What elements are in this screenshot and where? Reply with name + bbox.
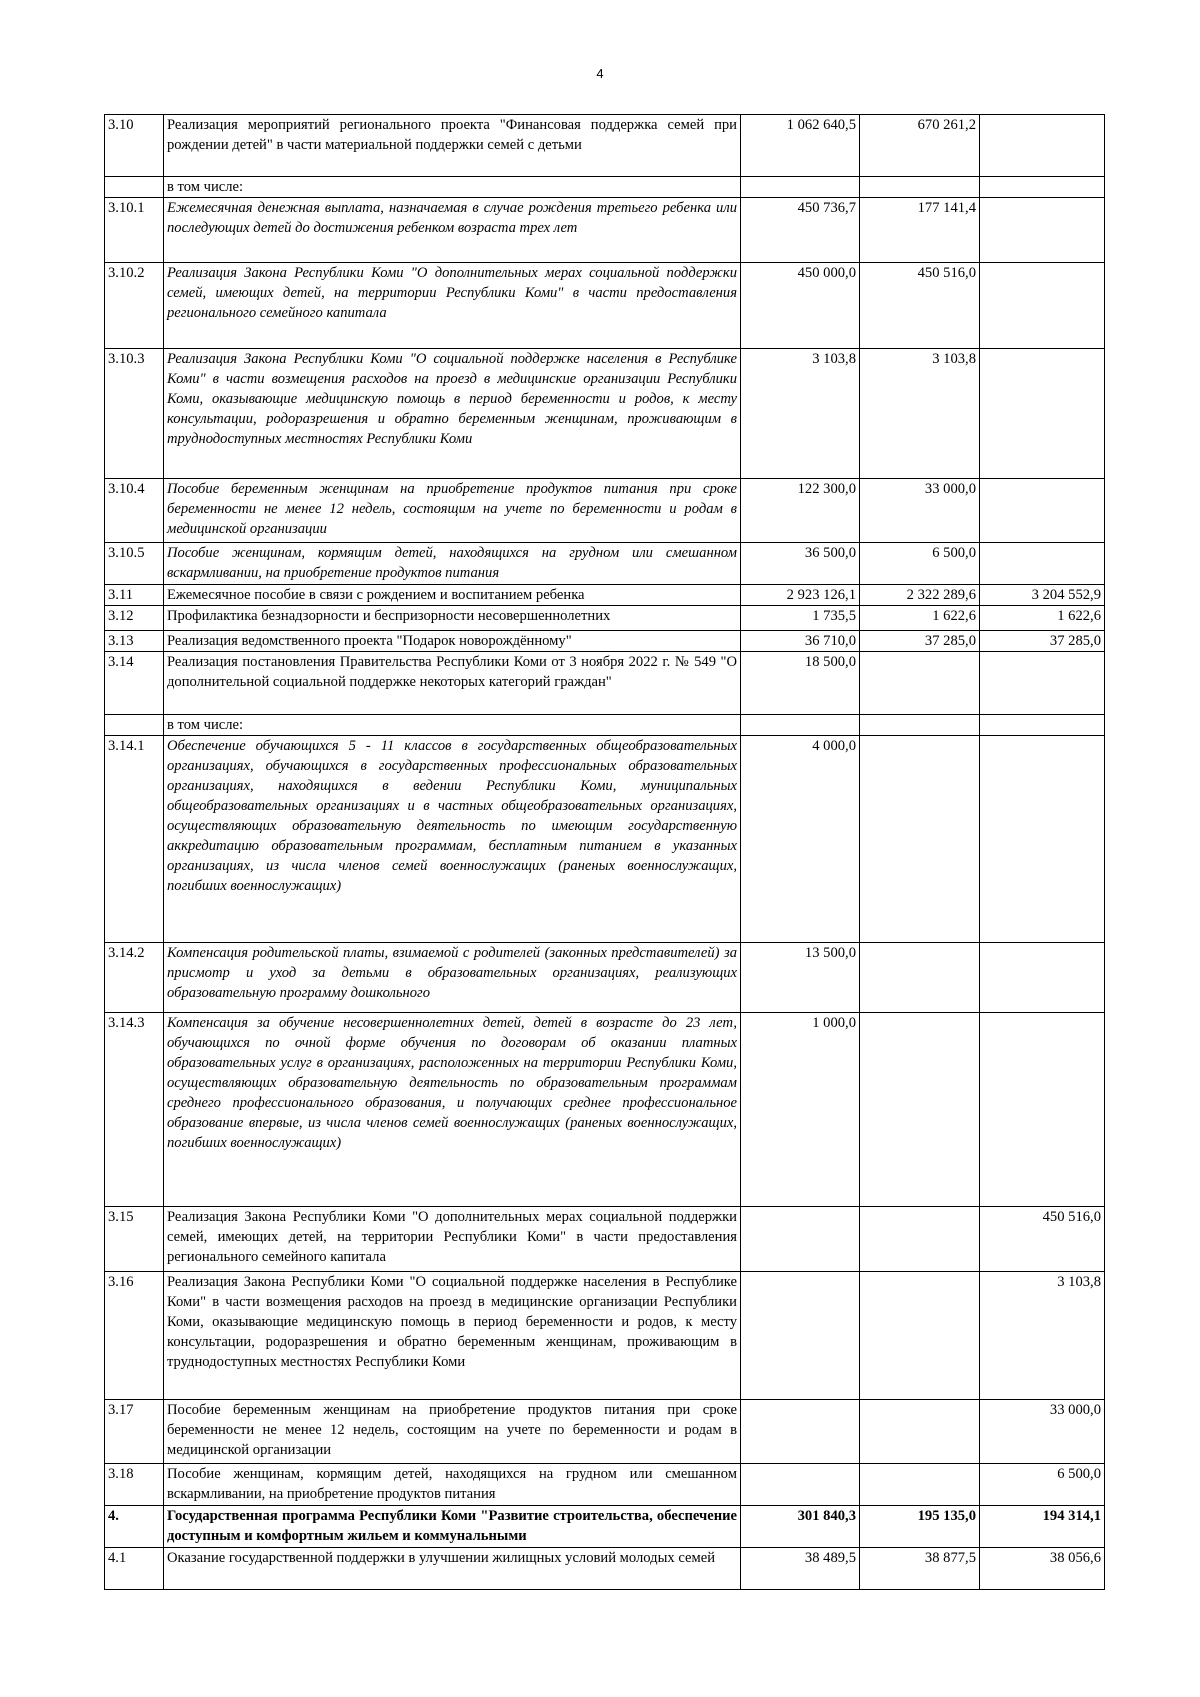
row-code xyxy=(105,715,164,736)
row-description: Профилактика безнадзорности и беспризорности несовершеннолетних xyxy=(164,606,741,631)
row-description: Реализация мероприятий регионального проекта "Финансовая поддержка семей при рождении детей" в части материальной поддержки семей с детьми xyxy=(164,115,741,177)
table-row xyxy=(105,479,1105,543)
row-code: 3.14.2 xyxy=(105,943,164,1013)
row-description: Государственная программа Республики Коми "Развитие строительства, обеспечение доступным и комфортным жильем и коммунальными xyxy=(164,1506,741,1548)
table-row xyxy=(105,652,1105,715)
row-value-2 xyxy=(860,1400,980,1464)
row-code: 3.15 xyxy=(105,1207,164,1272)
row-value-1: 450 000,0 xyxy=(741,263,860,349)
row-value-3: 3 204 552,9 xyxy=(980,585,1105,606)
row-value-3 xyxy=(980,652,1105,715)
row-code: 3.16 xyxy=(105,1272,164,1400)
row-description: Реализация Закона Республики Коми "О дополнительных мерах социальной поддержки семей, имеющих детей, на территории Республики Коми" в части предоставления регионального семейного капитала xyxy=(164,1207,741,1272)
row-description: Реализация ведомственного проекта "Подарок новорождённому" xyxy=(164,631,741,652)
table-row xyxy=(105,1272,1105,1400)
row-value-1: 1 735,5 xyxy=(741,606,860,631)
table-row xyxy=(105,1400,1105,1464)
row-description: Реализация Закона Республики Коми "О социальной поддержке населения в Республике Коми" в части возмещения расходов на проезд в медицинские организации Республики Коми, оказывающие медицинскую помощь в период беременности и родов, к месту консультации, родоразрешения и обратно беременным женщинам, проживающим в труднодоступных местностях Республики Коми xyxy=(164,349,741,479)
row-value-2: 1 622,6 xyxy=(860,606,980,631)
row-value-2: 195 135,0 xyxy=(860,1506,980,1548)
row-value-1 xyxy=(741,1464,860,1506)
table-row xyxy=(105,543,1105,585)
table-row xyxy=(105,736,1105,943)
row-value-2: 33 000,0 xyxy=(860,479,980,543)
row-value-3: 194 314,1 xyxy=(980,1506,1105,1548)
table-row xyxy=(105,349,1105,479)
row-code: 4.1 xyxy=(105,1548,164,1590)
row-value-2 xyxy=(860,1013,980,1207)
row-code xyxy=(105,177,164,198)
row-code: 3.10.1 xyxy=(105,198,164,263)
row-code: 3.18 xyxy=(105,1464,164,1506)
row-value-3: 33 000,0 xyxy=(980,1400,1105,1464)
row-description: Пособие женщинам, кормящим детей, находящихся на грудном или смешанном вскармливании, на приобретение продуктов питания xyxy=(164,1464,741,1506)
row-value-1: 3 103,8 xyxy=(741,349,860,479)
row-value-2: 177 141,4 xyxy=(860,198,980,263)
row-description: Пособие беременным женщинам на приобретение продуктов питания при сроке беременности не менее 12 недель, состоящим на учете по беременности и родам в медицинской организации xyxy=(164,1400,741,1464)
row-value-2: 450 516,0 xyxy=(860,263,980,349)
row-value-2: 38 877,5 xyxy=(860,1548,980,1590)
row-value-2: 3 103,8 xyxy=(860,349,980,479)
row-value-3 xyxy=(980,1013,1105,1207)
row-description: Ежемесячное пособие в связи с рождением и воспитанием ребенка xyxy=(164,585,741,606)
table-row xyxy=(105,1207,1105,1272)
table-row xyxy=(105,943,1105,1013)
row-value-1: 36 500,0 xyxy=(741,543,860,585)
row-value-3: 37 285,0 xyxy=(980,631,1105,652)
row-value-2 xyxy=(860,943,980,1013)
row-value-2: 670 261,2 xyxy=(860,115,980,177)
row-description: Ежемесячная денежная выплата, назначаемая в случае рождения третьего ребенка или последующих детей до достижения ребенком возраста трех лет xyxy=(164,198,741,263)
row-value-2 xyxy=(860,652,980,715)
table-row xyxy=(105,198,1105,263)
table-row xyxy=(105,631,1105,652)
row-value-3 xyxy=(980,177,1105,198)
row-code: 3.10.5 xyxy=(105,543,164,585)
table-row xyxy=(105,263,1105,349)
row-value-1 xyxy=(741,1272,860,1400)
row-value-3: 6 500,0 xyxy=(980,1464,1105,1506)
table-row xyxy=(105,1506,1105,1548)
row-value-2 xyxy=(860,1464,980,1506)
table-row xyxy=(105,1013,1105,1207)
table-row xyxy=(105,177,1105,198)
row-description: Реализация Закона Республики Коми "О социальной поддержке населения в Республике Коми" в части возмещения расходов на проезд в медицинские организации Республики Коми, оказывающие медицинскую помощь в период беременности и родов, к месту консультации, родоразрешения и обратно беременным женщинам, проживающим в труднодоступных местностях Республики Коми xyxy=(164,1272,741,1400)
row-code: 3.13 xyxy=(105,631,164,652)
row-value-3 xyxy=(980,479,1105,543)
row-value-2: 2 322 289,6 xyxy=(860,585,980,606)
row-code: 3.12 xyxy=(105,606,164,631)
row-value-1: 4 000,0 xyxy=(741,736,860,943)
row-value-1: 36 710,0 xyxy=(741,631,860,652)
row-value-1: 2 923 126,1 xyxy=(741,585,860,606)
row-value-1: 122 300,0 xyxy=(741,479,860,543)
row-value-3 xyxy=(980,943,1105,1013)
row-description: Компенсация за обучение несовершеннолетних детей, детей в возрасте до 23 лет, обучающихся по очной форме обучения по договорам об оказании платных образовательных услуг в организациях, расположенных на территории Республики Коми, осуществляющих образовательную деятельность по образовательным программам среднего профессионального образования, и получающих среднее профессиональное образование впервые, из числа членов семей военнослужащих (раненых военнослужащих, погибших военнослужащих) xyxy=(164,1013,741,1207)
row-value-1: 301 840,3 xyxy=(741,1506,860,1548)
table-row xyxy=(105,585,1105,606)
row-code: 3.14.3 xyxy=(105,1013,164,1207)
row-description: Компенсация родительской платы, взимаемой с родителей (законных представителей) за присмотр и уход за детьми в образовательных организациях, реализующих образовательную программу дошкольного xyxy=(164,943,741,1013)
row-value-3: 38 056,6 xyxy=(980,1548,1105,1590)
row-code: 3.10.2 xyxy=(105,263,164,349)
row-value-3: 450 516,0 xyxy=(980,1207,1105,1272)
row-value-3 xyxy=(980,198,1105,263)
row-value-2 xyxy=(860,1272,980,1400)
row-code: 3.10.3 xyxy=(105,349,164,479)
row-value-2 xyxy=(860,1207,980,1272)
row-value-3 xyxy=(980,543,1105,585)
row-value-1 xyxy=(741,1207,860,1272)
row-code: 3.11 xyxy=(105,585,164,606)
row-description: Пособие беременным женщинам на приобретение продуктов питания при сроке беременности не менее 12 недель, состоящим на учете по беременности и родам в медицинской организации xyxy=(164,479,741,543)
row-description: Реализация Закона Республики Коми "О дополнительных мерах социальной поддержки семей, имеющих детей, на территории Республики Коми" в части предоставления регионального семейного капитала xyxy=(164,263,741,349)
row-value-1: 1 062 640,5 xyxy=(741,115,860,177)
row-value-2 xyxy=(860,177,980,198)
row-code: 3.10.4 xyxy=(105,479,164,543)
row-value-1: 450 736,7 xyxy=(741,198,860,263)
row-value-1 xyxy=(741,177,860,198)
table-row xyxy=(105,115,1105,177)
row-value-1: 18 500,0 xyxy=(741,652,860,715)
table-row xyxy=(105,715,1105,736)
row-value-3 xyxy=(980,736,1105,943)
row-description: Реализация постановления Правительства Республики Коми от 3 ноября 2022 г. № 549 "О дополнительной социальной поддержке некоторых категорий граждан" xyxy=(164,652,741,715)
row-description: Пособие женщинам, кормящим детей, находящихся на грудном или смешанном вскармливании, на приобретение продуктов питания xyxy=(164,543,741,585)
row-code: 3.14 xyxy=(105,652,164,715)
row-value-2 xyxy=(860,736,980,943)
table-row xyxy=(105,1464,1105,1506)
row-code: 3.17 xyxy=(105,1400,164,1464)
row-value-3 xyxy=(980,715,1105,736)
row-value-2: 6 500,0 xyxy=(860,543,980,585)
row-value-1: 1 000,0 xyxy=(741,1013,860,1207)
row-description: Оказание государственной поддержки в улучшении жилищных условий молодых семей xyxy=(164,1548,741,1590)
row-value-1: 13 500,0 xyxy=(741,943,860,1013)
row-code: 3.10 xyxy=(105,115,164,177)
budget-table xyxy=(104,114,1105,1590)
row-value-1 xyxy=(741,715,860,736)
row-value-2: 37 285,0 xyxy=(860,631,980,652)
row-value-3 xyxy=(980,115,1105,177)
row-value-3 xyxy=(980,263,1105,349)
row-value-3: 1 622,6 xyxy=(980,606,1105,631)
row-value-1: 38 489,5 xyxy=(741,1548,860,1590)
row-description: Обеспечение обучающихся 5 - 11 классов в государственных общеобразовательных организациях, обучающихся в государственных профессиональных образовательных организациях, находящихся в ведении Республики Коми, муниципальных общеобразовательных организациях и в частных общеобразовательных организациях, осуществляющих образовательную деятельность по имеющим государственную аккредитацию образовательным программам, бесплатным питанием в указанных организациях, из числа членов семей военнослужащих (раненых военнослужащих, погибших военнослужащих) xyxy=(164,736,741,943)
row-description: в том числе: xyxy=(164,177,741,198)
row-value-3 xyxy=(980,349,1105,479)
row-value-2 xyxy=(860,715,980,736)
row-code: 3.14.1 xyxy=(105,736,164,943)
row-code: 4. xyxy=(105,1506,164,1548)
table-row xyxy=(105,1548,1105,1590)
row-value-3: 3 103,8 xyxy=(980,1272,1105,1400)
row-value-1 xyxy=(741,1400,860,1464)
table-row xyxy=(105,606,1105,631)
row-description: в том числе: xyxy=(164,715,741,736)
page-number: 4 xyxy=(596,66,604,81)
